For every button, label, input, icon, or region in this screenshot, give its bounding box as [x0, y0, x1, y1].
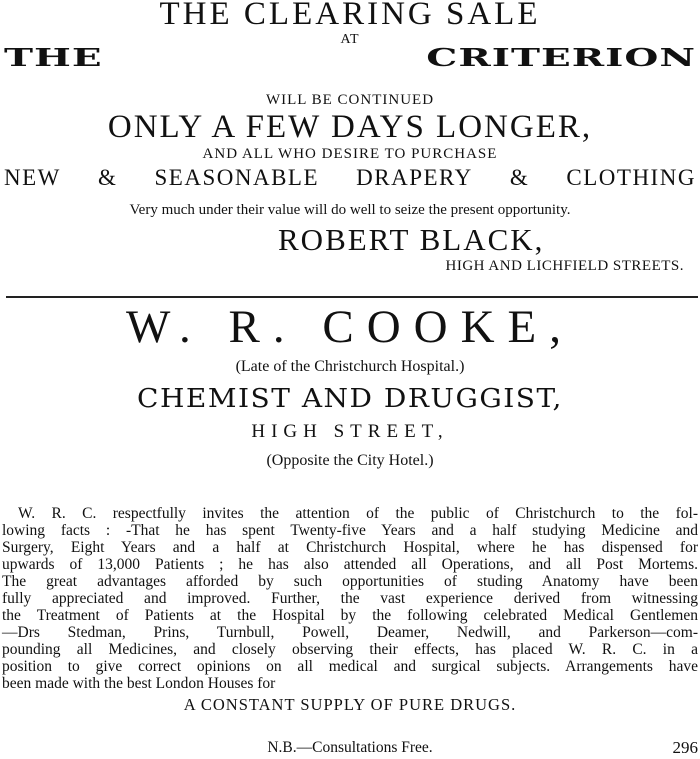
- supply-line: A CONSTANT SUPPLY OF PURE DRUGS.: [183, 695, 517, 714]
- goods-line: [4, 165, 696, 191]
- sale-headline: THE CLEARING SALE: [159, 0, 541, 32]
- body-line: the Treatment of Patients at the Hospital by the following celebrated Medical Gentlemen: [2, 607, 698, 624]
- goods-word: CLOTHING: [566, 165, 696, 190]
- opposite-line: (Opposite the City Hotel.): [266, 452, 434, 469]
- store-name-word: CRITERION: [426, 43, 696, 73]
- late-of-line: (Late of the Christchurch Hospital.): [235, 358, 465, 375]
- goods-word: SEASONABLE: [154, 165, 320, 190]
- body-line: pounding all Medicines, and closely observing their effects, has placed W. R. C. in a: [2, 641, 698, 658]
- store-name: [4, 43, 696, 73]
- body-paragraph: [2, 505, 698, 692]
- body-line: The great advantages afforded by such opportunities of studing Anatomy have been: [2, 573, 698, 590]
- body-line: lowing facts : -That he has spent Twenty-five Years and a half studying Medicine and: [2, 522, 698, 539]
- duration-line: ONLY A FEW DAYS LONGER,: [107, 109, 593, 145]
- proprietor-name: ROBERT BLACK,: [278, 222, 545, 257]
- body-line: W. R. C. respectfully invites the attention of the public of Christchurch to the fol-: [18, 505, 698, 522]
- trade-line: CHEMIST AND DRUGGIST,: [137, 383, 563, 414]
- chemist-name: W. R. COOKE,: [125, 301, 575, 353]
- body-line: upwards of 13,000 Patients ; he has also attended all Operations, and all Post Mortems.: [2, 556, 698, 573]
- purchase-line: AND ALL WHO DESIRE TO PURCHASE: [202, 146, 498, 162]
- body-line: fully appreciated and improved. Further, the vast experience derived from witnessing: [2, 590, 698, 607]
- proprietor-address: HIGH AND LICHFIELD STREETS.: [445, 258, 684, 274]
- consultation-note: N.B.—Consultations Free.: [267, 739, 433, 756]
- goods-word: DRAPERY: [356, 165, 473, 190]
- store-name-word: THE: [4, 43, 103, 73]
- section-divider: [6, 296, 698, 298]
- body-line: —Drs Stedman, Prins, Turnbull, Powell, Deamer, Nedwill, and Parkerson—com-: [2, 624, 698, 641]
- goods-word: &: [509, 165, 530, 190]
- continued-line: WILL BE CONTINUED: [265, 92, 435, 108]
- value-line: Very much under their value will do well to seize the present opportunity.: [129, 202, 571, 218]
- body-line: Surgery, Eight Years and a half at Christchurch Hospital, where he has dispensed for: [2, 539, 698, 556]
- at-line: AT: [340, 32, 360, 47]
- body-line: position to give correct opinions on all medical and surgical subjects. Arrangements have: [2, 658, 698, 675]
- page-number: 296: [672, 738, 698, 757]
- street-line: HIGH STREET,: [251, 421, 449, 442]
- body-line: been made with the best London Houses for: [2, 675, 276, 692]
- goods-word: &: [98, 165, 118, 190]
- goods-word: NEW: [4, 165, 61, 190]
